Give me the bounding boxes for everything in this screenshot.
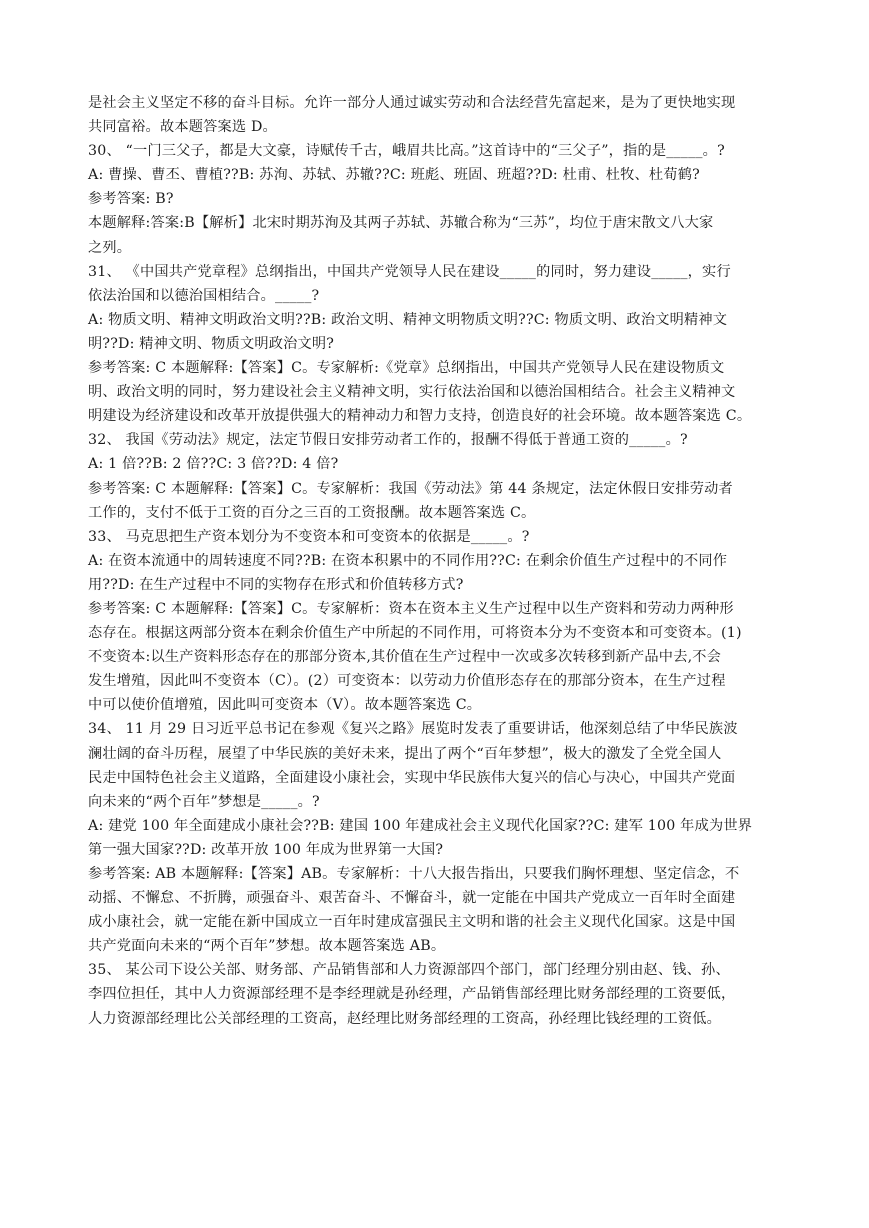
text-line: 不变资本:以生产资料形态存在的那部分资本,其价值在生产过程中一次或多次转移到新产品中去,不会 [88, 649, 722, 666]
text-line: 之列。 [88, 239, 132, 256]
text-line: A: 物质文明、精神文明政治文明??B: 政治文明、精神文明物质文明??C: 物质文明、政治文明精神文 [88, 311, 728, 328]
text-line: 第一强大国家??D: 改革开放 100 年成为世界第一大国? [88, 841, 444, 858]
text-line: 33、 马克思把生产资本划分为不变资本和可变资本的依据是_____。? [88, 528, 530, 545]
text-line: 30、 “一门三父子，都是大文豪，诗赋传千古，峨眉共比高。”这首诗中的“三父子”，指的是_____。? [88, 143, 725, 160]
text-line: 明、政治文明的同时，努力建设社会主义精神文明，实行依法治国和以德治国相结合。社会主义精神文 [88, 384, 736, 401]
text-line: 共同富裕。故本题答案选 D。 [88, 119, 277, 136]
text-line: 成小康社会，就一定能在新中国成立一百年时建成富强民主文明和谐的社会主义现代化国家。这是中国 [88, 914, 736, 931]
text-line: 34、 11 月 29 日习近平总书记在参观《复兴之路》展览时发表了重要讲话，他深刻总结了中华民族波 [88, 721, 738, 738]
text-line: 民走中国特色社会主义道路，全面建设小康社会，实现中华民族伟大复兴的信心与决心，中国共产党面 [88, 769, 736, 786]
text-line: 参考答案: AB 本题解释:【答案】AB。专家解析：十八大报告指出，只要我们胸怀理想、坚定信念，不 [88, 866, 740, 882]
text-line: 态存在。根据这两部分资本在剩余价值生产中所起的不同作用，可将资本分为不变资本和可变资本。(1) [88, 625, 742, 642]
text-line: 35、 某公司下设公关部、财务部、产品销售部和人力资源部四个部门，部门经理分别由赵、钱、孙、 [88, 962, 730, 979]
text-line: 本题解释:答案:B【解析】北宋时期苏洵及其两子苏轼、苏辙合称为“三苏”，均位于唐宋散文八大家 [88, 215, 714, 232]
text-line: A: 1 倍??B: 2 倍??C: 3 倍??D: 4 倍? [88, 456, 339, 473]
text-line: 参考答案: C 本题解释:【答案】C。专家解析：资本在资本主义生产过程中以生产资料和劳动力两种形 [88, 600, 734, 617]
text-line: 共产党面向未来的“两个百年”梦想。故本题答案选 AB。 [88, 938, 446, 955]
text-line: 发生增殖，因此叫不变资本（C）。(2）可变资本：以劳动力价值形态存在的那部分资本，在生产过程 [88, 673, 726, 690]
text-line: 依法治国和以德治国相结合。_____? [88, 287, 320, 304]
text-line: 参考答案: C 本题解释:【答案】C。专家解析:《党章》总纲指出，中国共产党领导人民在建设物质文 [88, 360, 725, 377]
document-page [88, 91, 781, 1031]
text-line: 用??D: 在生产过程中不同的实物存在形式和价值转移方式? [88, 576, 464, 593]
text-line: 向未来的“两个百年”梦想是_____。? [88, 793, 320, 810]
text-line: 是社会主义坚定不移的奋斗目标。允许一部分人通过诚实劳动和合法经营先富起来，是为了更快地实现 [88, 95, 736, 111]
text-line: 明??D: 精神文明、物质文明政治文明? [88, 335, 335, 352]
text-line: 澜壮阔的奋斗历程，展望了中华民族的美好未来，提出了两个“百年梦想”，极大的激发了全党全国人 [88, 745, 722, 762]
text-line: 中可以使价值增殖，因此叫可变资本（V）。故本题答案选 C。 [88, 697, 482, 714]
text-line: 参考答案: C 本题解释:【答案】C。专家解析：我国《劳动法》第 44 条规定，法定休假日安排劳动者 [88, 480, 733, 497]
text-line: A: 在资本流通中的周转速度不同??B: 在资本积累中的不同作用??C: 在剩余价值生产过程中的不同作 [88, 552, 728, 569]
text-line: 参考答案: B? [88, 191, 174, 208]
text-line: 明建设为经济建设和改革开放提供强大的精神动力和智力支持，创造良好的社会环境。故本题答案选 C。 [88, 408, 752, 425]
text-line: 动摇、不懈怠、不折腾，顽强奋斗、艰苦奋斗、不懈奋斗，就一定能在中国共产党成立一百年时全面建 [88, 890, 736, 907]
text-line: 人力资源部经理比公关部经理的工资高，赵经理比财务部经理的工资高，孙经理比钱经理的工资低。 [88, 1010, 722, 1027]
text-line: 32、 我国《劳动法》规定，法定节假日安排劳动者工作的，报酬不得低于普通工资的_____。? [88, 432, 688, 449]
text-line: 31、 《中国共产党章程》总纲指出，中国共产党领导人民在建设_____的同时，努力建设_____，实行 [88, 263, 731, 280]
text-line: A: 建党 100 年全面建成小康社会??B: 建国 100 年建成社会主义现代化国家??C: 建军 100 年成为世界 [88, 817, 753, 834]
text-line: A: 曹操、曹丕、曹植??B: 苏洵、苏轼、苏辙??C: 班彪、班固、班超??D: 杜甫、杜牧、杜荀鹤? [88, 167, 700, 184]
text-line: 工作的，支付不低于工资的百分之三百的工资报酬。故本题答案选 C。 [88, 504, 536, 521]
text-line: 李四位担任，其中人力资源部经理不是李经理就是孙经理，产品销售部经理比财务部经理的工资要低， [88, 986, 736, 1003]
